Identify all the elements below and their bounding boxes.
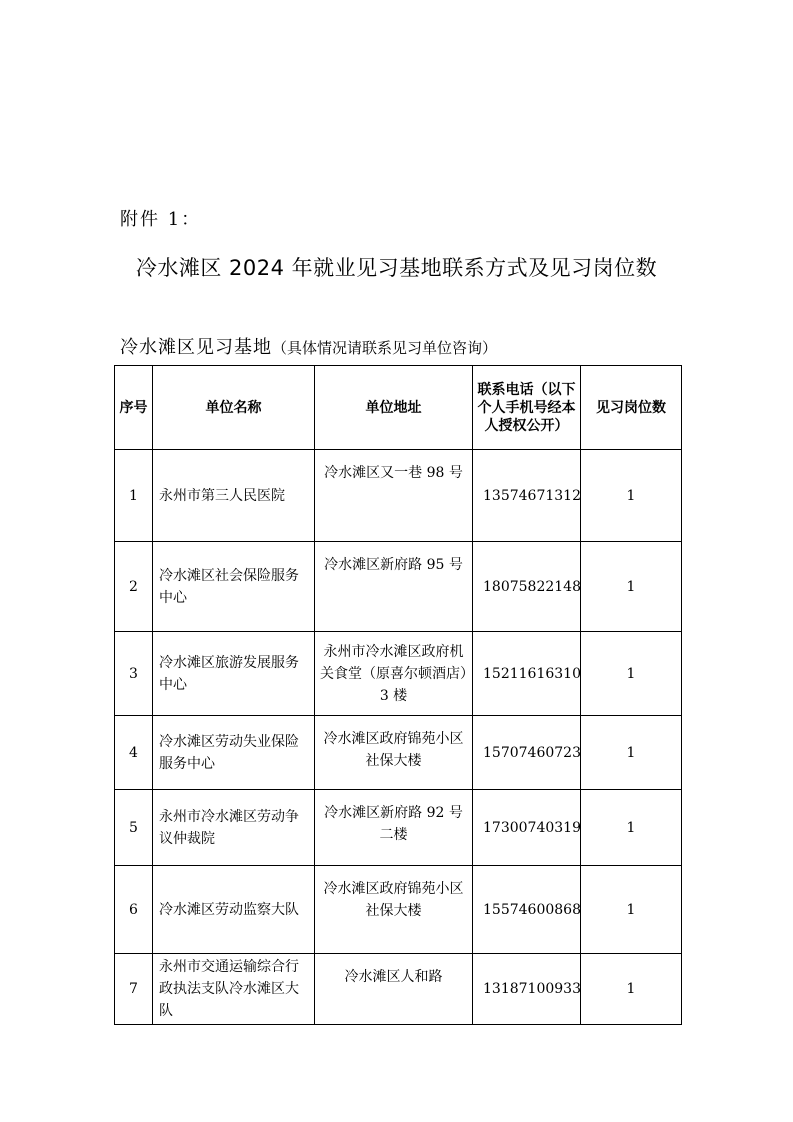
cell-phone: 13574671312 bbox=[473, 450, 581, 542]
table-row bbox=[115, 954, 682, 1025]
cell-positions: 1 bbox=[581, 790, 682, 866]
cell-address: 冷水滩区政府锦苑小区社保大楼 bbox=[315, 866, 473, 954]
cell-name: 冷水滩区劳动失业保险服务中心 bbox=[153, 716, 315, 790]
cell-positions: 1 bbox=[581, 450, 682, 542]
cell-address: 永州市冷水滩区政府机关食堂（原喜尔顿酒店）3 楼 bbox=[315, 632, 473, 716]
cell-name: 冷水滩区劳动监察大队 bbox=[153, 866, 315, 954]
cell-seq: 6 bbox=[115, 866, 153, 954]
cell-phone: 18075822148 bbox=[473, 542, 581, 632]
section-note: （具体情况请联系见习单位咨询） bbox=[272, 339, 498, 357]
cell-name: 冷水滩区旅游发展服务中心 bbox=[153, 632, 315, 716]
table-row bbox=[115, 542, 682, 632]
cell-phone: 15211616310 bbox=[473, 632, 581, 716]
cell-name: 永州市第三人民医院 bbox=[153, 450, 315, 542]
section-heading-text: 冷水滩区见习基地 bbox=[120, 337, 272, 358]
internship-base-table bbox=[114, 365, 682, 1025]
cell-address: 冷水滩区新府路 92 号二楼 bbox=[315, 790, 473, 866]
attachment-label: 附件 1： bbox=[120, 209, 202, 230]
cell-name: 永州市交通运输综合行政执法支队冷水滩区大队 bbox=[153, 954, 315, 1025]
table-row bbox=[115, 632, 682, 716]
cell-seq: 1 bbox=[115, 450, 153, 542]
header-phone: 联系电话（以下个人手机号经本人授权公开） bbox=[473, 366, 581, 450]
header-address: 单位地址 bbox=[315, 366, 473, 450]
cell-seq: 5 bbox=[115, 790, 153, 866]
header-name: 单位名称 bbox=[153, 366, 315, 450]
cell-positions: 1 bbox=[581, 866, 682, 954]
cell-phone: 13187100933 bbox=[473, 954, 581, 1025]
header-seq: 序号 bbox=[115, 366, 153, 450]
section-heading bbox=[120, 333, 497, 359]
cell-positions: 1 bbox=[581, 542, 682, 632]
cell-address: 冷水滩区又一巷 98 号 bbox=[315, 450, 473, 542]
cell-address: 冷水滩区人和路 bbox=[315, 954, 473, 1025]
cell-phone: 17300740319 bbox=[473, 790, 581, 866]
table-row bbox=[115, 716, 682, 790]
header-positions: 见习岗位数 bbox=[581, 366, 682, 450]
cell-seq: 7 bbox=[115, 954, 153, 1025]
cell-address: 冷水滩区政府锦苑小区社保大楼 bbox=[315, 716, 473, 790]
document-title: 冷水滩区 2024 年就业见习基地联系方式及见习岗位数 bbox=[135, 256, 658, 280]
cell-seq: 4 bbox=[115, 716, 153, 790]
cell-seq: 2 bbox=[115, 542, 153, 632]
table-row bbox=[115, 790, 682, 866]
cell-address: 冷水滩区新府路 95 号 bbox=[315, 542, 473, 632]
cell-name: 冷水滩区社会保险服务中心 bbox=[153, 542, 315, 632]
cell-phone: 15574600868 bbox=[473, 866, 581, 954]
table-row bbox=[115, 866, 682, 954]
cell-positions: 1 bbox=[581, 632, 682, 716]
table-row bbox=[115, 450, 682, 542]
cell-name: 永州市冷水滩区劳动争议仲裁院 bbox=[153, 790, 315, 866]
cell-seq: 3 bbox=[115, 632, 153, 716]
cell-positions: 1 bbox=[581, 716, 682, 790]
table-header-row bbox=[115, 366, 682, 450]
cell-positions: 1 bbox=[581, 954, 682, 1025]
cell-phone: 15707460723 bbox=[473, 716, 581, 790]
